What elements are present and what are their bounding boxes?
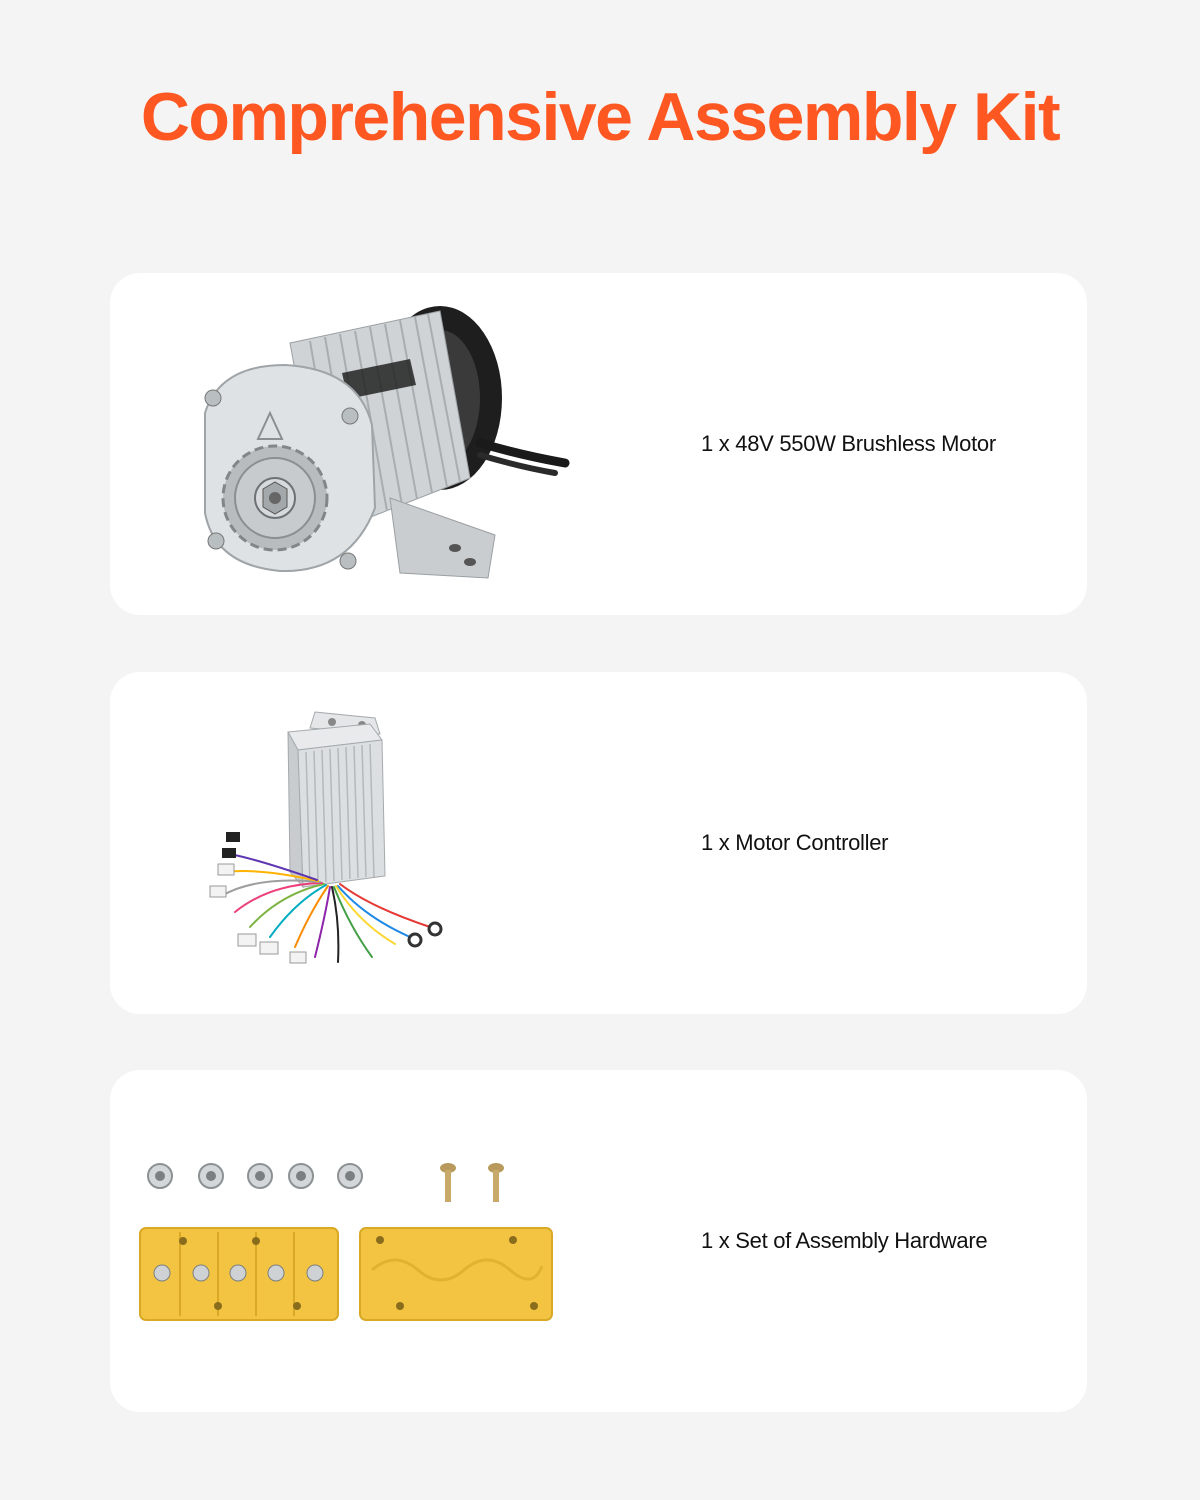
page-title: Comprehensive Assembly Kit — [140, 79, 1060, 155]
kit-item-label-controller: 1 x Motor Controller — [701, 830, 889, 855]
kit-item-card-controller — [110, 672, 1087, 1014]
kit-item-label-hardware: 1 x Set of Assembly Hardware — [701, 1228, 988, 1253]
kit-item-label-motor: 1 x 48V 550W Brushless Motor — [701, 431, 996, 456]
motor-controller-image — [110, 672, 630, 1014]
kit-item-card-motor — [110, 273, 1087, 615]
assembly-hardware-image — [110, 1070, 630, 1412]
kit-item-card-hardware — [110, 1070, 1087, 1412]
brushless-motor-image — [110, 273, 630, 615]
